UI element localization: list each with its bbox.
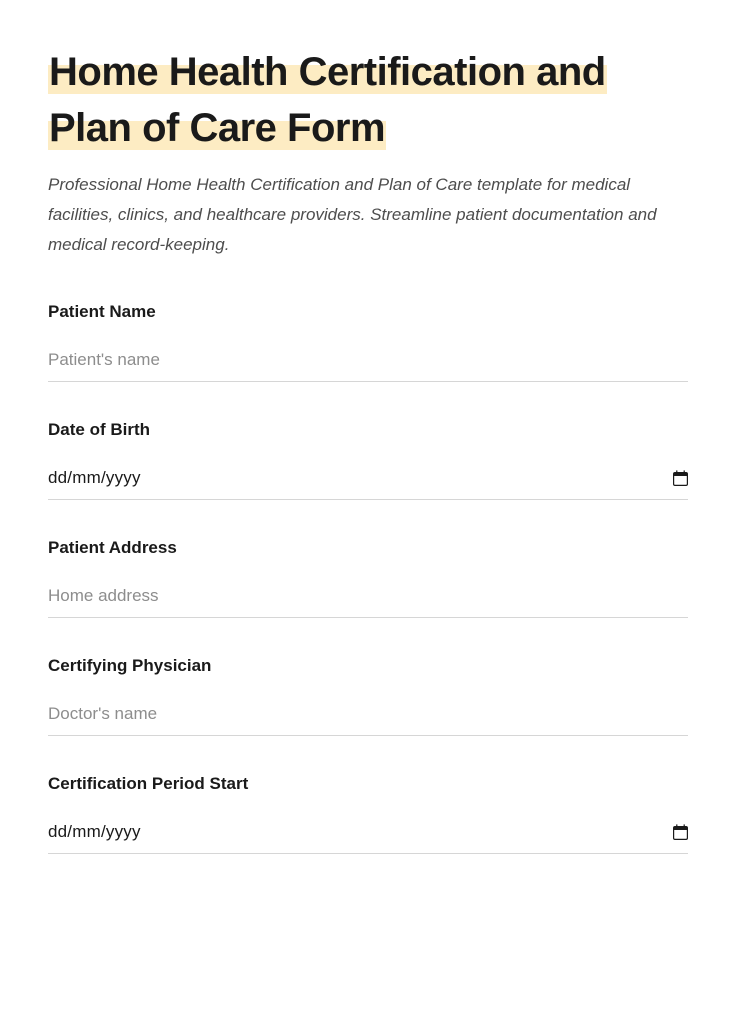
certifying-physician-input[interactable] [48,704,688,736]
page-subtitle: Professional Home Health Certification and Plan of Care template for medical facilities, clinics, and healthcare providers. Streamline patient documentation and medical record-keeping. [48,175,657,254]
field-patient-address [48,538,688,618]
field-certifying-physician [48,656,688,736]
date-of-birth-input[interactable] [48,468,688,500]
patient-name-input[interactable] [48,350,688,382]
field-date-of-birth [48,420,688,500]
field-label-certification-period-start: Certification Period Start [48,774,249,793]
page-title-line-2: Plan of Care Form [49,106,386,150]
page-title [48,44,688,156]
field-label-certifying-physician: Certifying Physician [48,656,212,675]
certification-period-start-value: dd/mm/yyyy [48,822,141,841]
calendar-icon[interactable] [673,824,688,840]
patient-address-input[interactable] [48,586,688,618]
page-title-line-1: Home Health Certification and [49,50,606,94]
date-of-birth-value: dd/mm/yyyy [48,468,141,487]
calendar-icon[interactable] [673,470,688,486]
field-certification-period-start [48,774,688,854]
field-label-patient-address: Patient Address [48,538,177,557]
certification-period-start-input[interactable] [48,822,688,854]
field-label-date-of-birth: Date of Birth [48,420,150,439]
field-patient-name [48,302,688,382]
field-label-patient-name: Patient Name [48,302,156,321]
